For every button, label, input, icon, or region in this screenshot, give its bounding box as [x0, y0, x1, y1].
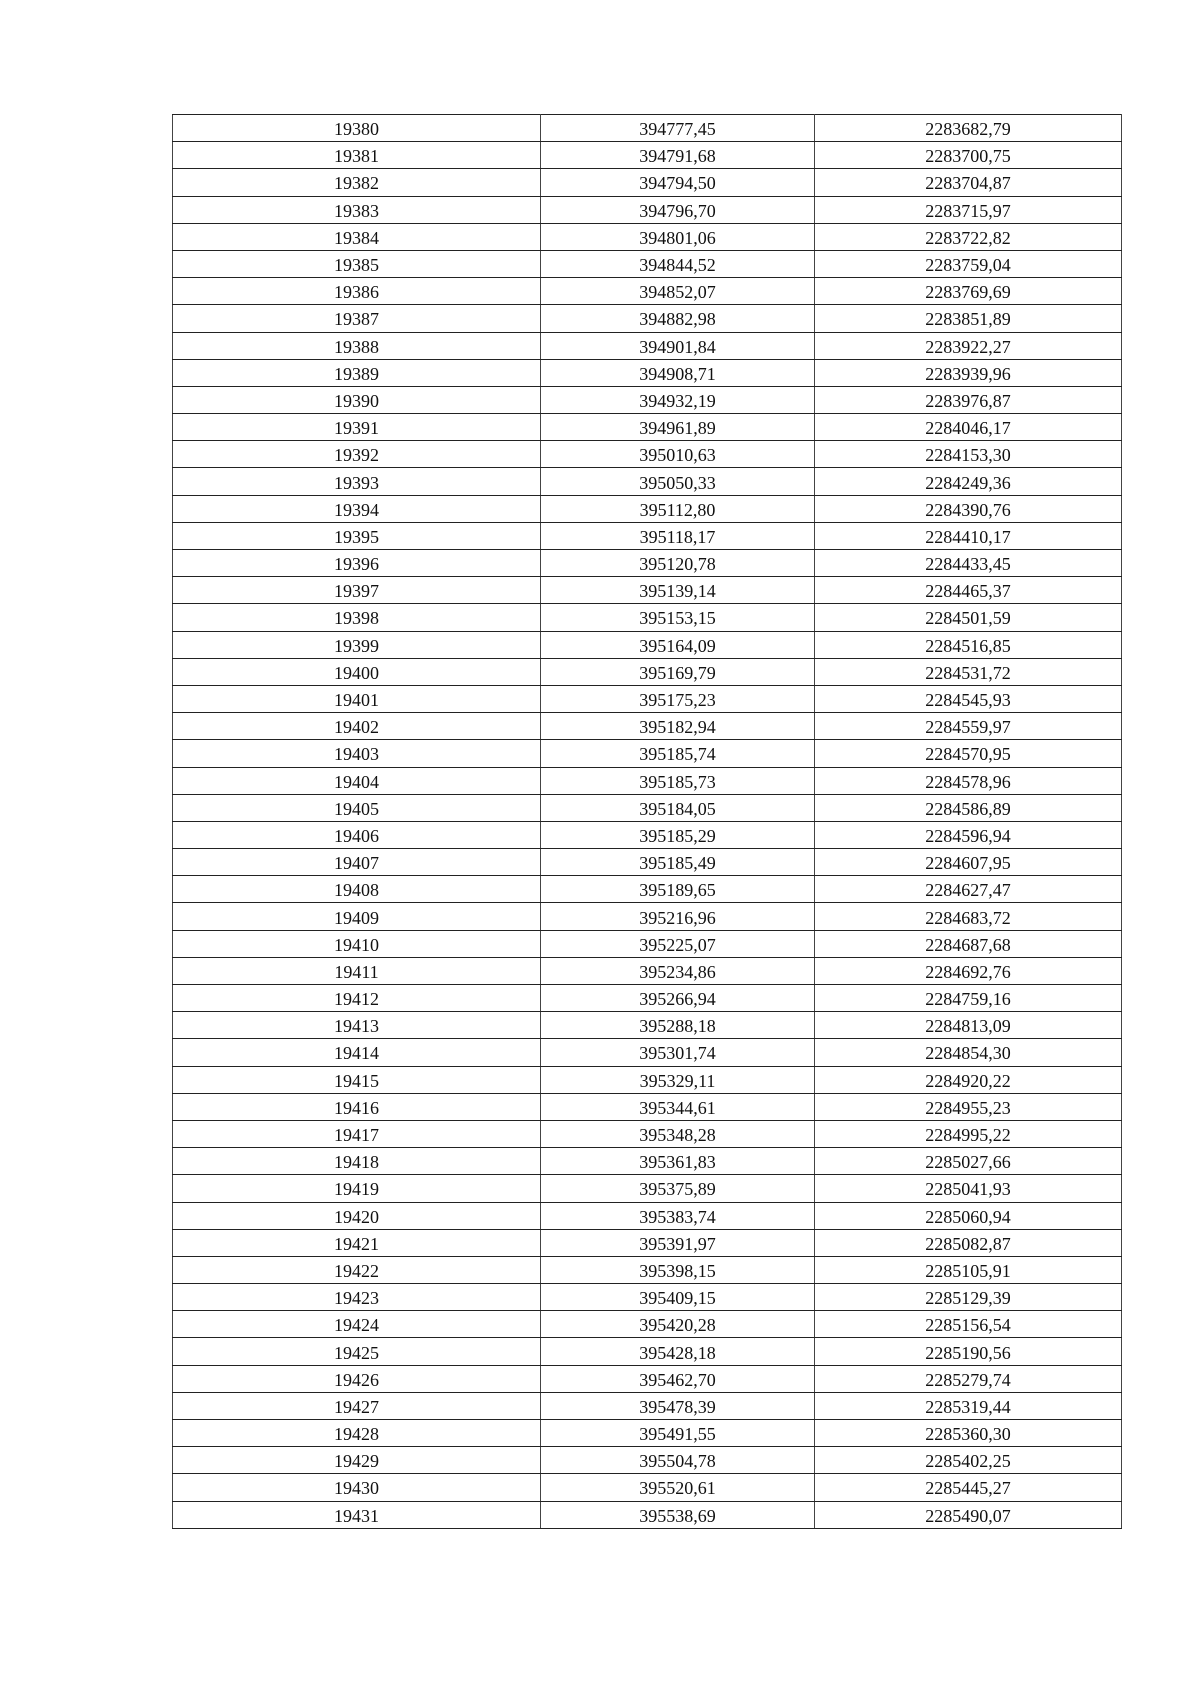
x-coordinate-cell: 395383,74	[541, 1202, 815, 1229]
point-number-cell: 19380	[173, 115, 541, 142]
y-coordinate-cell: 2284920,22	[815, 1066, 1122, 1093]
y-coordinate-cell: 2285082,87	[815, 1229, 1122, 1256]
x-coordinate-cell: 395375,89	[541, 1175, 815, 1202]
y-coordinate-cell: 2285445,27	[815, 1474, 1122, 1501]
y-coordinate-cell: 2284995,22	[815, 1120, 1122, 1147]
y-coordinate-cell: 2284410,17	[815, 522, 1122, 549]
y-coordinate-cell: 2284570,95	[815, 740, 1122, 767]
point-number-cell: 19415	[173, 1066, 541, 1093]
x-coordinate-cell: 395164,09	[541, 631, 815, 658]
x-coordinate-cell: 394777,45	[541, 115, 815, 142]
x-coordinate-cell: 395153,15	[541, 604, 815, 631]
point-number-cell: 19423	[173, 1284, 541, 1311]
point-number-cell: 19429	[173, 1447, 541, 1474]
x-coordinate-cell: 394932,19	[541, 386, 815, 413]
table-row	[173, 713, 1122, 740]
y-coordinate-cell: 2283759,04	[815, 250, 1122, 277]
y-coordinate-cell: 2285156,54	[815, 1311, 1122, 1338]
y-coordinate-cell: 2284627,47	[815, 876, 1122, 903]
x-coordinate-cell: 395266,94	[541, 985, 815, 1012]
point-number-cell: 19406	[173, 821, 541, 848]
point-number-cell: 19410	[173, 930, 541, 957]
table-row	[173, 332, 1122, 359]
table-row	[173, 930, 1122, 957]
x-coordinate-cell: 395420,28	[541, 1311, 815, 1338]
table-row	[173, 1039, 1122, 1066]
table-row	[173, 305, 1122, 332]
table-row	[173, 957, 1122, 984]
y-coordinate-cell: 2285490,07	[815, 1501, 1122, 1528]
x-coordinate-cell: 395169,79	[541, 658, 815, 685]
y-coordinate-cell: 2284759,16	[815, 985, 1122, 1012]
y-coordinate-cell: 2284578,96	[815, 767, 1122, 794]
point-number-cell: 19383	[173, 196, 541, 223]
x-coordinate-cell: 395225,07	[541, 930, 815, 957]
table-row	[173, 1447, 1122, 1474]
x-coordinate-cell: 394791,68	[541, 142, 815, 169]
point-number-cell: 19428	[173, 1420, 541, 1447]
y-coordinate-cell: 2284046,17	[815, 414, 1122, 441]
point-number-cell: 19394	[173, 495, 541, 522]
y-coordinate-cell: 2283715,97	[815, 196, 1122, 223]
table-row	[173, 196, 1122, 223]
point-number-cell: 19417	[173, 1120, 541, 1147]
x-coordinate-cell: 395120,78	[541, 550, 815, 577]
table-row	[173, 414, 1122, 441]
table-row	[173, 1474, 1122, 1501]
table-row	[173, 359, 1122, 386]
table-row	[173, 278, 1122, 305]
y-coordinate-cell: 2283851,89	[815, 305, 1122, 332]
x-coordinate-cell: 395185,74	[541, 740, 815, 767]
y-coordinate-cell: 2284516,85	[815, 631, 1122, 658]
x-coordinate-cell: 395185,49	[541, 849, 815, 876]
y-coordinate-cell: 2284813,09	[815, 1012, 1122, 1039]
point-number-cell: 19422	[173, 1256, 541, 1283]
y-coordinate-cell: 2283769,69	[815, 278, 1122, 305]
x-coordinate-cell: 395185,73	[541, 767, 815, 794]
table-row	[173, 1365, 1122, 1392]
y-coordinate-cell: 2283976,87	[815, 386, 1122, 413]
coordinates-table-body	[173, 115, 1122, 1529]
y-coordinate-cell: 2285129,39	[815, 1284, 1122, 1311]
y-coordinate-cell: 2284586,89	[815, 794, 1122, 821]
y-coordinate-cell: 2285190,56	[815, 1338, 1122, 1365]
table-row	[173, 1338, 1122, 1365]
table-row	[173, 1284, 1122, 1311]
x-coordinate-cell: 394796,70	[541, 196, 815, 223]
point-number-cell: 19418	[173, 1148, 541, 1175]
table-row	[173, 767, 1122, 794]
x-coordinate-cell: 395118,17	[541, 522, 815, 549]
x-coordinate-cell: 395348,28	[541, 1120, 815, 1147]
y-coordinate-cell: 2284545,93	[815, 685, 1122, 712]
y-coordinate-cell: 2283700,75	[815, 142, 1122, 169]
point-number-cell: 19401	[173, 685, 541, 712]
table-row	[173, 658, 1122, 685]
point-number-cell: 19399	[173, 631, 541, 658]
point-number-cell: 19392	[173, 441, 541, 468]
table-row	[173, 1202, 1122, 1229]
point-number-cell: 19400	[173, 658, 541, 685]
table-row	[173, 1066, 1122, 1093]
table-row	[173, 250, 1122, 277]
point-number-cell: 19411	[173, 957, 541, 984]
table-row	[173, 550, 1122, 577]
x-coordinate-cell: 395185,29	[541, 821, 815, 848]
y-coordinate-cell: 2285105,91	[815, 1256, 1122, 1283]
y-coordinate-cell: 2285360,30	[815, 1420, 1122, 1447]
table-row	[173, 386, 1122, 413]
point-number-cell: 19402	[173, 713, 541, 740]
x-coordinate-cell: 395139,14	[541, 577, 815, 604]
point-number-cell: 19387	[173, 305, 541, 332]
x-coordinate-cell: 395520,61	[541, 1474, 815, 1501]
point-number-cell: 19398	[173, 604, 541, 631]
table-row	[173, 1501, 1122, 1528]
x-coordinate-cell: 395462,70	[541, 1365, 815, 1392]
table-row	[173, 142, 1122, 169]
y-coordinate-cell: 2284596,94	[815, 821, 1122, 848]
point-number-cell: 19396	[173, 550, 541, 577]
y-coordinate-cell: 2285060,94	[815, 1202, 1122, 1229]
point-number-cell: 19409	[173, 903, 541, 930]
point-number-cell: 19391	[173, 414, 541, 441]
table-row	[173, 740, 1122, 767]
table-row	[173, 1229, 1122, 1256]
x-coordinate-cell: 395175,23	[541, 685, 815, 712]
x-coordinate-cell: 395189,65	[541, 876, 815, 903]
y-coordinate-cell: 2283922,27	[815, 332, 1122, 359]
x-coordinate-cell: 394844,52	[541, 250, 815, 277]
coordinates-table	[172, 114, 1122, 1529]
x-coordinate-cell: 394852,07	[541, 278, 815, 305]
table-row	[173, 985, 1122, 1012]
y-coordinate-cell: 2285319,44	[815, 1392, 1122, 1419]
x-coordinate-cell: 395184,05	[541, 794, 815, 821]
point-number-cell: 19421	[173, 1229, 541, 1256]
x-coordinate-cell: 394901,84	[541, 332, 815, 359]
y-coordinate-cell: 2284854,30	[815, 1039, 1122, 1066]
table-row	[173, 1012, 1122, 1039]
table-row	[173, 223, 1122, 250]
x-coordinate-cell: 394908,71	[541, 359, 815, 386]
x-coordinate-cell: 395050,33	[541, 468, 815, 495]
table-row	[173, 1311, 1122, 1338]
table-row	[173, 495, 1122, 522]
y-coordinate-cell: 2284531,72	[815, 658, 1122, 685]
x-coordinate-cell: 394794,50	[541, 169, 815, 196]
x-coordinate-cell: 395329,11	[541, 1066, 815, 1093]
table-row	[173, 1148, 1122, 1175]
point-number-cell: 19426	[173, 1365, 541, 1392]
point-number-cell: 19419	[173, 1175, 541, 1202]
x-coordinate-cell: 395112,80	[541, 495, 815, 522]
table-row	[173, 1175, 1122, 1202]
y-coordinate-cell: 2284465,37	[815, 577, 1122, 604]
table-row	[173, 821, 1122, 848]
x-coordinate-cell: 395538,69	[541, 1501, 815, 1528]
x-coordinate-cell: 395409,15	[541, 1284, 815, 1311]
x-coordinate-cell: 395182,94	[541, 713, 815, 740]
table-row	[173, 115, 1122, 142]
y-coordinate-cell: 2283722,82	[815, 223, 1122, 250]
y-coordinate-cell: 2284687,68	[815, 930, 1122, 957]
point-number-cell: 19395	[173, 522, 541, 549]
y-coordinate-cell: 2285041,93	[815, 1175, 1122, 1202]
y-coordinate-cell: 2284433,45	[815, 550, 1122, 577]
table-row	[173, 685, 1122, 712]
point-number-cell: 19405	[173, 794, 541, 821]
y-coordinate-cell: 2284153,30	[815, 441, 1122, 468]
table-row	[173, 1120, 1122, 1147]
point-number-cell: 19430	[173, 1474, 541, 1501]
point-number-cell: 19407	[173, 849, 541, 876]
table-row	[173, 1256, 1122, 1283]
y-coordinate-cell: 2283704,87	[815, 169, 1122, 196]
table-row	[173, 468, 1122, 495]
table-row	[173, 631, 1122, 658]
y-coordinate-cell: 2284955,23	[815, 1093, 1122, 1120]
x-coordinate-cell: 395491,55	[541, 1420, 815, 1447]
point-number-cell: 19414	[173, 1039, 541, 1066]
point-number-cell: 19381	[173, 142, 541, 169]
point-number-cell: 19385	[173, 250, 541, 277]
x-coordinate-cell: 395398,15	[541, 1256, 815, 1283]
y-coordinate-cell: 2284390,76	[815, 495, 1122, 522]
table-row	[173, 522, 1122, 549]
point-number-cell: 19412	[173, 985, 541, 1012]
point-number-cell: 19420	[173, 1202, 541, 1229]
point-number-cell: 19404	[173, 767, 541, 794]
x-coordinate-cell: 395234,86	[541, 957, 815, 984]
table-row	[173, 876, 1122, 903]
y-coordinate-cell: 2285027,66	[815, 1148, 1122, 1175]
point-number-cell: 19408	[173, 876, 541, 903]
point-number-cell: 19403	[173, 740, 541, 767]
y-coordinate-cell: 2284683,72	[815, 903, 1122, 930]
point-number-cell: 19388	[173, 332, 541, 359]
x-coordinate-cell: 395288,18	[541, 1012, 815, 1039]
x-coordinate-cell: 395478,39	[541, 1392, 815, 1419]
table-row	[173, 604, 1122, 631]
x-coordinate-cell: 394882,98	[541, 305, 815, 332]
x-coordinate-cell: 395504,78	[541, 1447, 815, 1474]
table-row	[173, 794, 1122, 821]
point-number-cell: 19386	[173, 278, 541, 305]
y-coordinate-cell: 2283682,79	[815, 115, 1122, 142]
point-number-cell: 19390	[173, 386, 541, 413]
point-number-cell: 19427	[173, 1392, 541, 1419]
x-coordinate-cell: 395010,63	[541, 441, 815, 468]
x-coordinate-cell: 395361,83	[541, 1148, 815, 1175]
point-number-cell: 19425	[173, 1338, 541, 1365]
y-coordinate-cell: 2284501,59	[815, 604, 1122, 631]
point-number-cell: 19431	[173, 1501, 541, 1528]
table-row	[173, 577, 1122, 604]
x-coordinate-cell: 394801,06	[541, 223, 815, 250]
x-coordinate-cell: 395428,18	[541, 1338, 815, 1365]
point-number-cell: 19424	[173, 1311, 541, 1338]
y-coordinate-cell: 2284692,76	[815, 957, 1122, 984]
table-row	[173, 1093, 1122, 1120]
point-number-cell: 19393	[173, 468, 541, 495]
y-coordinate-cell: 2285279,74	[815, 1365, 1122, 1392]
table-row	[173, 903, 1122, 930]
point-number-cell: 19384	[173, 223, 541, 250]
table-row	[173, 169, 1122, 196]
y-coordinate-cell: 2285402,25	[815, 1447, 1122, 1474]
point-number-cell: 19413	[173, 1012, 541, 1039]
table-row	[173, 441, 1122, 468]
table-row	[173, 1420, 1122, 1447]
x-coordinate-cell: 395344,61	[541, 1093, 815, 1120]
point-number-cell: 19397	[173, 577, 541, 604]
y-coordinate-cell: 2283939,96	[815, 359, 1122, 386]
table-row	[173, 1392, 1122, 1419]
point-number-cell: 19382	[173, 169, 541, 196]
x-coordinate-cell: 395216,96	[541, 903, 815, 930]
x-coordinate-cell: 395301,74	[541, 1039, 815, 1066]
y-coordinate-cell: 2284249,36	[815, 468, 1122, 495]
point-number-cell: 19389	[173, 359, 541, 386]
y-coordinate-cell: 2284607,95	[815, 849, 1122, 876]
point-number-cell: 19416	[173, 1093, 541, 1120]
y-coordinate-cell: 2284559,97	[815, 713, 1122, 740]
table-row	[173, 849, 1122, 876]
x-coordinate-cell: 395391,97	[541, 1229, 815, 1256]
x-coordinate-cell: 394961,89	[541, 414, 815, 441]
